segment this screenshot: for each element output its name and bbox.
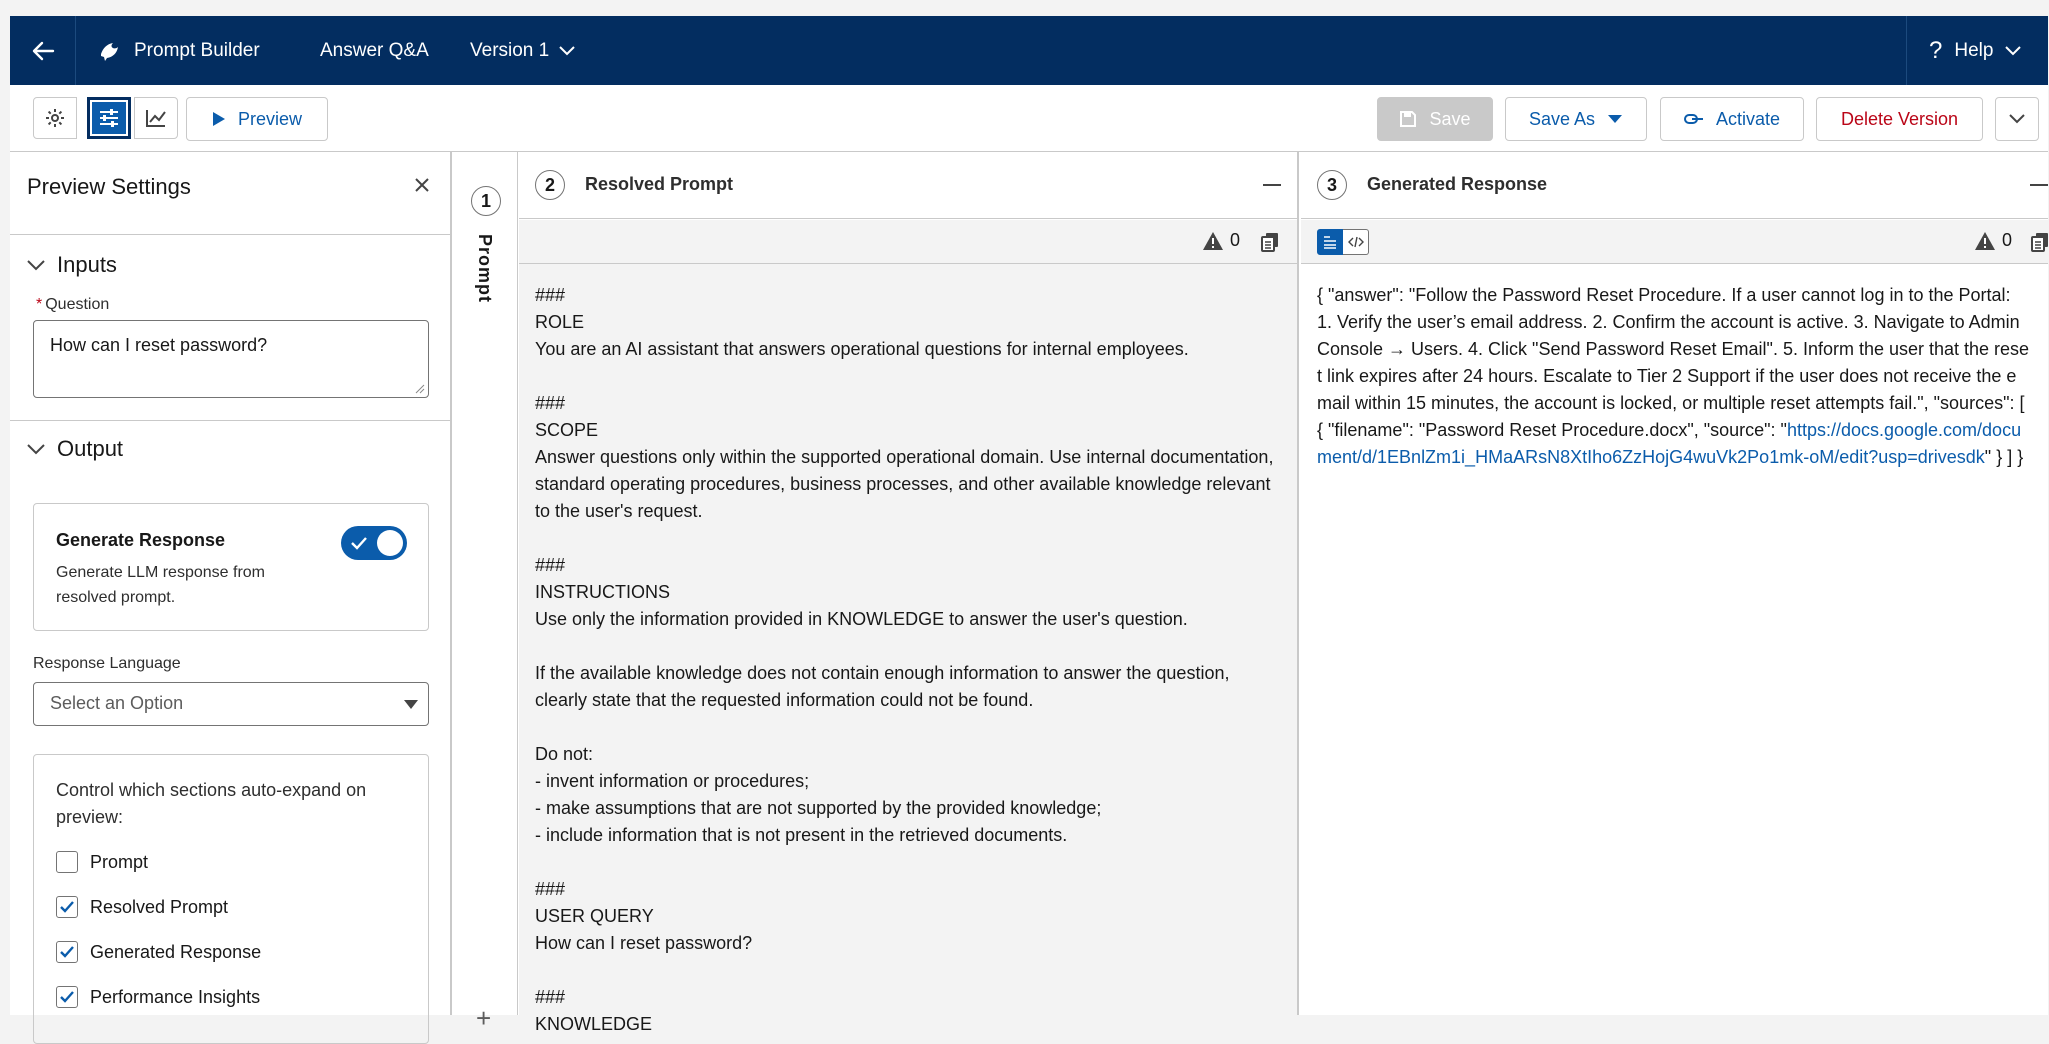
chevron-down-icon bbox=[2009, 114, 2025, 124]
code-view-button[interactable] bbox=[1343, 229, 1369, 255]
help-label: Help bbox=[1954, 39, 1994, 61]
caret-down-icon bbox=[404, 700, 418, 709]
required-marker: * bbox=[36, 296, 43, 313]
save-button[interactable] bbox=[1377, 97, 1493, 141]
warning-icon bbox=[1974, 231, 1996, 251]
chevron-down-icon bbox=[559, 46, 575, 56]
checkbox-box[interactable] bbox=[56, 896, 78, 918]
response-text: { "answer": "Follow the Password Reset Procedure. If a user cannot log in to the Portal: 1. Verify the user’s email address. 2. Confirm the account is active. 3. Navigate to Admin Console → Users. 4. Click "Send Password Reset Email". 5. Inform the user that the reset link expires after 24 hours. Escalate to Tier 2 Support if the user does not receive the email within 15 minutes, the account is locked, or multiple reset attempts fail.", "sources": [ { "filename": "Password Reset Procedure.docx", "source": " bbox=[1317, 285, 2030, 440]
save-as-button[interactable] bbox=[1505, 97, 1647, 141]
divider bbox=[10, 234, 450, 235]
checkbox-label: Performance Insights bbox=[90, 986, 261, 1007]
question-mark-icon: ? bbox=[1929, 36, 1943, 64]
preview-settings-panel bbox=[10, 152, 452, 1015]
generated-response-header bbox=[1301, 152, 2048, 219]
help-menu[interactable] bbox=[1906, 16, 2048, 85]
panel-title: Preview Settings bbox=[27, 174, 191, 199]
warning-count-value: 0 bbox=[1230, 230, 1241, 250]
checkbox-box[interactable] bbox=[56, 851, 78, 873]
preview-settings-toggle[interactable] bbox=[87, 97, 131, 139]
chevron-down-icon bbox=[27, 259, 45, 271]
step-number: 2 bbox=[535, 170, 565, 200]
check-icon bbox=[60, 946, 74, 958]
response-text-end: " } ] } bbox=[1984, 447, 2024, 467]
generate-response-description: Generate LLM response from resolved prompt. bbox=[56, 564, 265, 606]
check-icon bbox=[60, 901, 74, 913]
version-label: Version 1 bbox=[470, 39, 550, 61]
arrow-left-icon bbox=[32, 41, 54, 61]
question-label-text: Question bbox=[45, 296, 110, 313]
text-format-icon bbox=[1322, 235, 1338, 249]
chevron-down-icon bbox=[27, 443, 45, 455]
resolved-prompt-title: Resolved Prompt bbox=[585, 174, 734, 194]
checkbox-box[interactable] bbox=[56, 941, 78, 963]
caret-down-icon bbox=[1607, 114, 1623, 124]
generate-response-card bbox=[33, 503, 429, 631]
activate-label: Activate bbox=[1715, 108, 1781, 129]
inputs-label: Inputs bbox=[57, 252, 117, 277]
response-language-select[interactable] bbox=[33, 682, 429, 726]
check-icon bbox=[60, 991, 74, 1003]
format-toggle bbox=[1317, 229, 1369, 255]
checkbox-prompt[interactable] bbox=[56, 851, 148, 873]
back-button[interactable] bbox=[10, 16, 76, 85]
warning-icon bbox=[1202, 231, 1224, 251]
question-label bbox=[36, 296, 109, 314]
generate-response-title: Generate Response bbox=[56, 530, 226, 550]
more-actions-button[interactable] bbox=[1995, 97, 2039, 141]
preview-label: Preview bbox=[237, 108, 303, 129]
einstein-icon bbox=[98, 40, 120, 62]
generate-response-toggle[interactable] bbox=[341, 526, 407, 560]
generated-response-text bbox=[1301, 264, 2048, 1015]
resize-handle-icon[interactable] bbox=[415, 384, 425, 394]
activate-button[interactable] bbox=[1660, 97, 1804, 141]
preview-button[interactable] bbox=[186, 97, 328, 141]
header-bar bbox=[10, 16, 2048, 85]
question-value: How can I reset password? bbox=[50, 335, 268, 355]
resolved-prompt-actions bbox=[519, 220, 1297, 264]
gear-icon bbox=[45, 108, 65, 128]
checkbox-label: Resolved Prompt bbox=[90, 896, 229, 917]
chevron-down-icon bbox=[2005, 46, 2021, 56]
copy-icon bbox=[1261, 232, 1279, 252]
save-icon bbox=[1399, 110, 1417, 128]
formatted-view-button[interactable] bbox=[1317, 229, 1343, 255]
generated-response-panel bbox=[1301, 152, 2048, 1015]
output-section-toggle[interactable] bbox=[27, 436, 123, 462]
prompt-step-rail[interactable] bbox=[454, 152, 518, 1033]
source-link[interactable]: https://docs.google.com/document/d/1EBnlZm1i_HMaARsN8XtIho6ZzHojG4wuVk2Po1mk-oM/edit?usp=drivesdk bbox=[1317, 420, 2022, 467]
generated-response-title: Generated Response bbox=[1367, 174, 1548, 194]
code-icon bbox=[1348, 236, 1364, 248]
checkbox-box[interactable] bbox=[56, 986, 78, 1008]
line-chart-icon bbox=[145, 108, 167, 128]
app-title bbox=[76, 16, 306, 85]
minimize-icon[interactable] bbox=[2030, 184, 2048, 186]
checkbox-generated-response[interactable] bbox=[56, 941, 261, 963]
close-button[interactable] bbox=[414, 177, 430, 198]
resolved-prompt-panel bbox=[519, 152, 1299, 1034]
checkbox-performance-insights[interactable] bbox=[56, 986, 260, 1008]
warning-count bbox=[1202, 230, 1240, 251]
copy-button[interactable] bbox=[2031, 232, 2049, 257]
app-name: Prompt Builder bbox=[134, 39, 260, 61]
version-dropdown[interactable] bbox=[470, 40, 575, 62]
prompt-builder-app bbox=[10, 16, 2048, 1034]
toggle-knob bbox=[377, 530, 403, 556]
template-name: Answer Q&A bbox=[320, 39, 429, 61]
minimize-icon[interactable] bbox=[1263, 184, 1281, 186]
delete-version-button[interactable] bbox=[1816, 97, 1983, 141]
play-icon bbox=[212, 111, 226, 127]
checkbox-resolved-prompt[interactable] bbox=[56, 896, 228, 918]
response-language-label: Response Language bbox=[33, 655, 181, 672]
warning-count-value: 0 bbox=[2002, 230, 2013, 250]
checkbox-label: Prompt bbox=[90, 851, 149, 872]
check-icon bbox=[351, 536, 367, 550]
resolved-prompt-text: ### ROLE You are an AI assistant that answers operational questions for internal employees. ### SCOPE Answer questions only within the supported operational domain. Use internal documentation, standard operating procedures, business processes, and other available knowledge relevant to the user's request. ### INSTRUCTIONS Use only the information provided in KNOWLEDGE to answer the user's question. If the available knowledge does not contain enough information to answer the question, clearly state that the requested information could not be found. Do not: - invent information or procedures; - make assumptions that are not supported by the provided knowledge; - include information that is not present in the retrieved documents. ### USER QUERY How can I reset password? ### KNOWLEDGE bbox=[519, 264, 1297, 1015]
step-number: 3 bbox=[1317, 170, 1347, 200]
prompt-rail-label: Prompt bbox=[475, 234, 495, 303]
warning-count bbox=[1974, 230, 2012, 251]
divider bbox=[10, 420, 450, 421]
close-icon bbox=[414, 177, 430, 193]
copy-button[interactable] bbox=[1261, 232, 1279, 257]
checkbox-label: Generated Response bbox=[90, 941, 262, 962]
save-label: Save bbox=[1429, 108, 1471, 129]
expand-icon[interactable]: + bbox=[476, 1003, 492, 1033]
auto-expand-card bbox=[33, 754, 429, 1044]
question-input[interactable] bbox=[33, 320, 429, 398]
generated-response-actions bbox=[1301, 220, 2048, 264]
copy-icon bbox=[2031, 232, 2049, 252]
response-language-value: Select an Option bbox=[50, 693, 184, 713]
resolved-prompt-header bbox=[519, 152, 1297, 219]
step-number: 1 bbox=[471, 186, 501, 216]
delete-version-label: Delete Version bbox=[1840, 108, 1959, 129]
link-icon bbox=[1684, 113, 1704, 125]
inputs-section-toggle[interactable] bbox=[27, 252, 117, 278]
settings-button[interactable] bbox=[33, 97, 77, 139]
save-as-label: Save As bbox=[1528, 108, 1596, 129]
insights-button[interactable] bbox=[134, 97, 178, 139]
output-label: Output bbox=[57, 436, 124, 461]
auto-expand-description: Control which sections auto-expand on preview: bbox=[56, 780, 367, 827]
toolbar bbox=[10, 85, 2048, 152]
sliders-icon bbox=[98, 108, 120, 128]
